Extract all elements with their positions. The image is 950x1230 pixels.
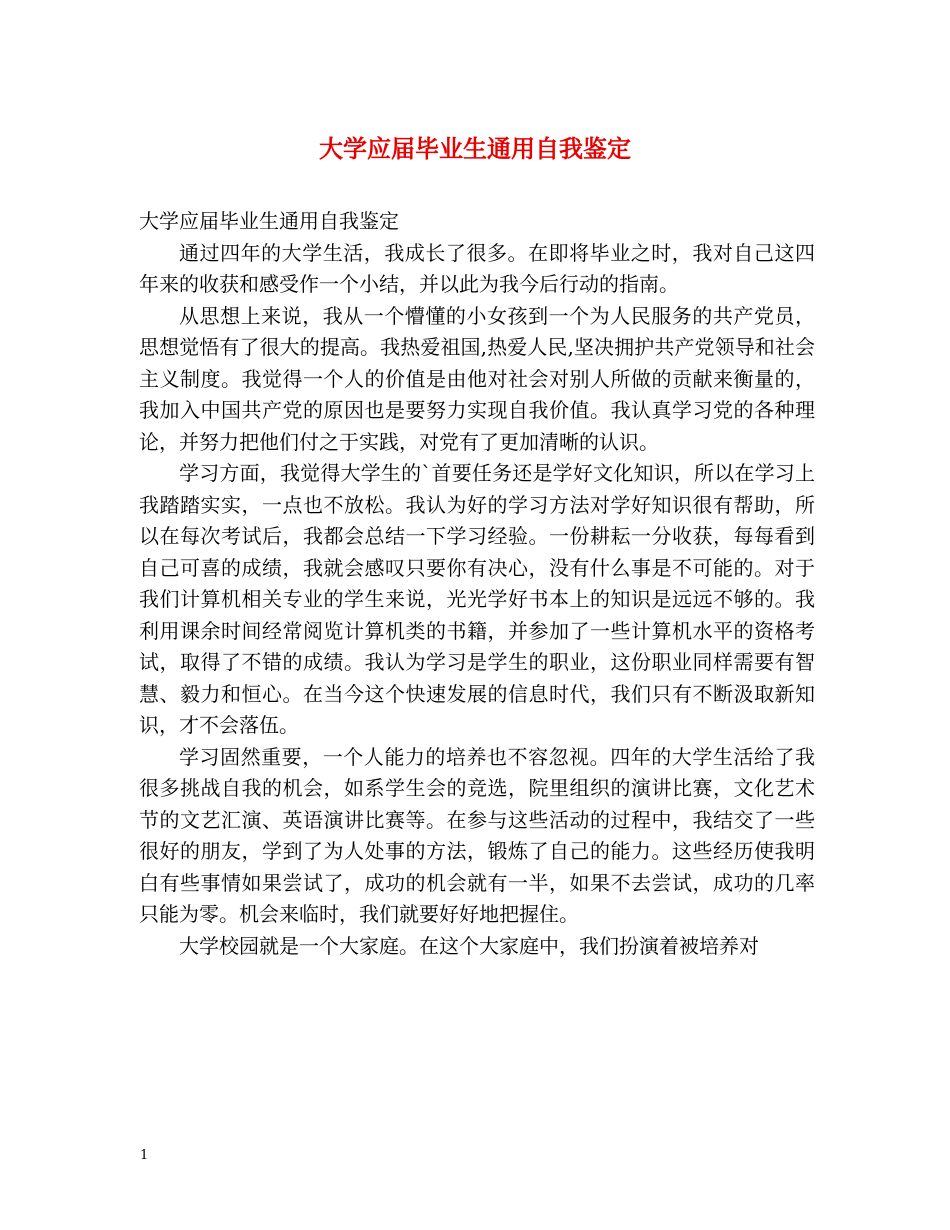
paragraph-3: 学习方面，我觉得大学生的`首要任务还是学好文化知识，所以在学习上我踏踏实实，一点也不放松。我认为好的学习方法对学好知识很有帮助，所以在每次考试后，我都会总结一下学习经验。一份耕耘一分收获，每每看到自己可喜的成绩，我就会感叹只要你有决心，没有什么事是不可能的。对于我们计算机相关专业的学生来说，光光学好书本上的知识是远远不够的。我利用课余时间经常阅览计算机类的书籍，并参加了一些计算机水平的资格考试，取得了不错的成绩。我认为学习是学生的职业，这份职业同样需要有智慧、毅力和恒心。在当今这个快速发展的信息时代，我们只有不断汲取新知识，才不会落伍。 [139, 461, 815, 737]
paragraph-1: 通过四年的大学生活，我成长了很多。在即将毕业之时，我对自己这四年来的收获和感受作一个小结，并以此为我今后行动的指南。 [139, 240, 815, 296]
page-number: 1 [140, 1148, 149, 1163]
paragraph-4: 学习固然重要，一个人能力的培养也不容忽视。四年的大学生活给了我很多挑战自我的机会，如系学生会的竞选，院里组织的演讲比赛，文化艺术节的文艺汇演、英语演讲比赛等。在参与这些活动的过程中，我结交了一些很好的朋友，学到了为人处事的方法，锻炼了自己的能力。这些经历使我明白有些事情如果尝试了，成功的机会就有一半，如果不去尝试，成功的几率只能为零。机会来临时，我们就要好好地把握住。 [139, 744, 815, 926]
paragraph-2: 从思想上来说，我从一个懵懂的小女孩到一个为人民服务的共产党员，思想觉悟有了很大的提高。我热爱祖国,热爱人民,坚决拥护共产党领导和社会主义制度。我觉得一个人的价值是由他对社会对别人所做的贡献来衡量的，我加入中国共产党的原因也是要努力实现自我价值。我认真学习党的各种理论，并努力把他们付之于实践，对党有了更加清晰的认识。 [139, 303, 815, 454]
paragraph-5: 大学校园就是一个大家庭。在这个大家庭中，我们扮演着被培养对 [179, 933, 759, 958]
document-subtitle: 大学应届毕业生通用自我鉴定 [139, 209, 399, 233]
document-title: 大学应届毕业生通用自我鉴定 [319, 134, 631, 163]
document-body [139, 206, 815, 962]
